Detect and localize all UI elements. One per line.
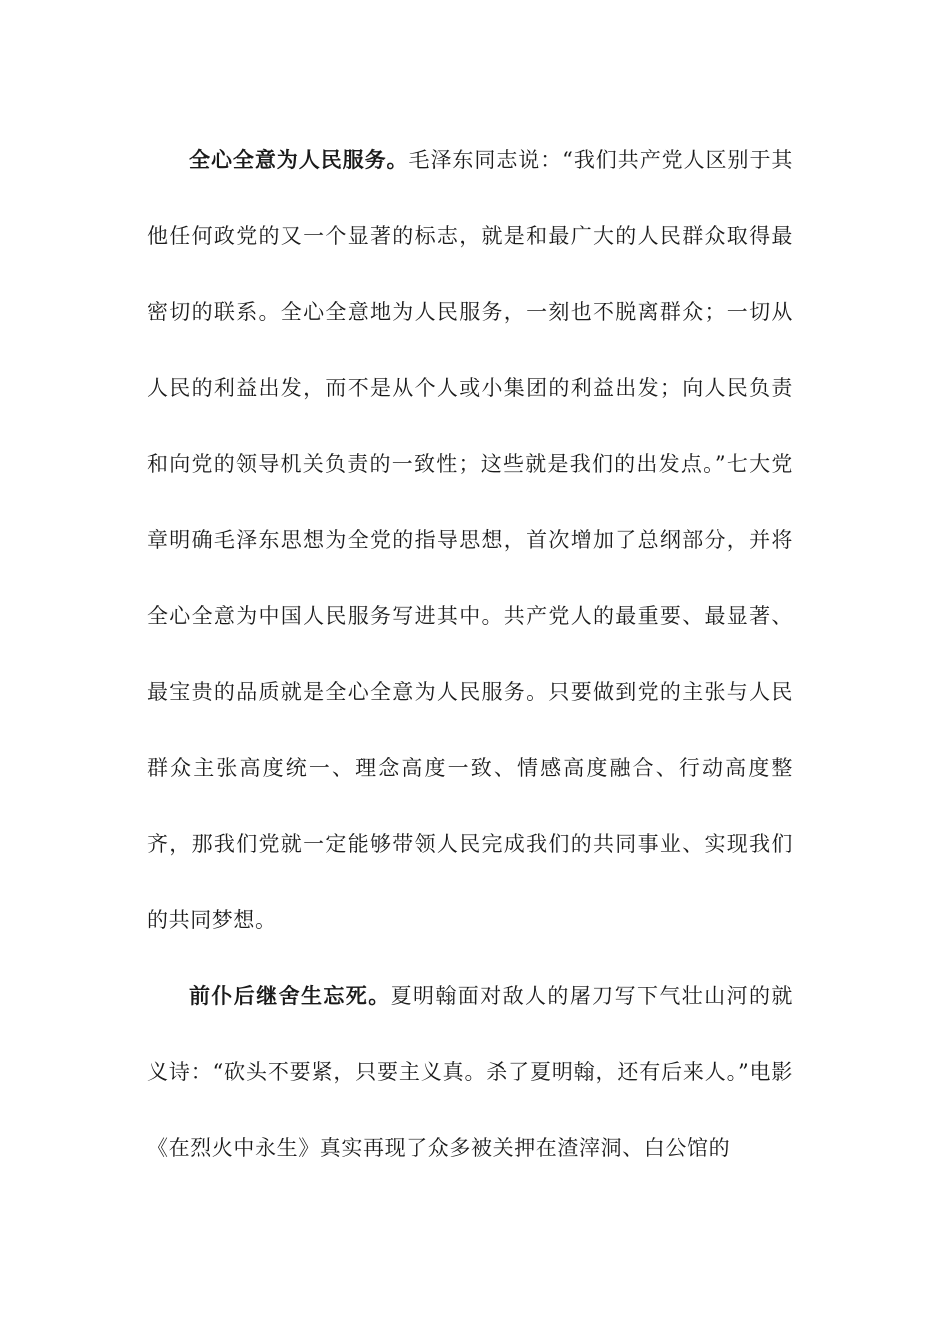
paragraph-serve-the-people — [147, 122, 793, 958]
paragraph-text: 夏明翰面对敌人的屠刀写下气壮山河的就义诗：“砍头不要紧，只要主义真。杀了夏明翰，还有后来人。”电影《在烈火中永生》真实再现了众多被关押在渣滓洞、白公馆的 — [147, 984, 793, 1160]
document-body — [147, 122, 793, 1186]
paragraph-sacrifice — [147, 958, 793, 1186]
paragraph-text: 毛泽东同志说：“我们共产党人区别于其他任何政党的又一个显著的标志，就是和最广大的人民群众取得最密切的联系。全心全意地为人民服务，一刻也不脱离群众；一切从人民的利益出发，而不是从个人或小集团的利益出发；向人民负责和向党的领导机关负责的一致性；这些就是我们的出发点。”七大党章明确毛泽东思想为全党的指导思想，首次增加了总纲部分，并将全心全意为中国人民服务写进其中。共产党人的最重要、最显著、最宝贵的品质就是全心全意为人民服务。只要做到党的主张与人民群众主张高度统一、理念高度一致、情感高度融合、行动高度整齐，那我们党就一定能够带领人民完成我们的共同事业、实现我们的共同梦想。 — [147, 148, 794, 932]
paragraph-heading: 前仆后继舍生忘死。 — [189, 983, 391, 1008]
paragraph-heading: 全心全意为人民服务。 — [189, 147, 409, 172]
